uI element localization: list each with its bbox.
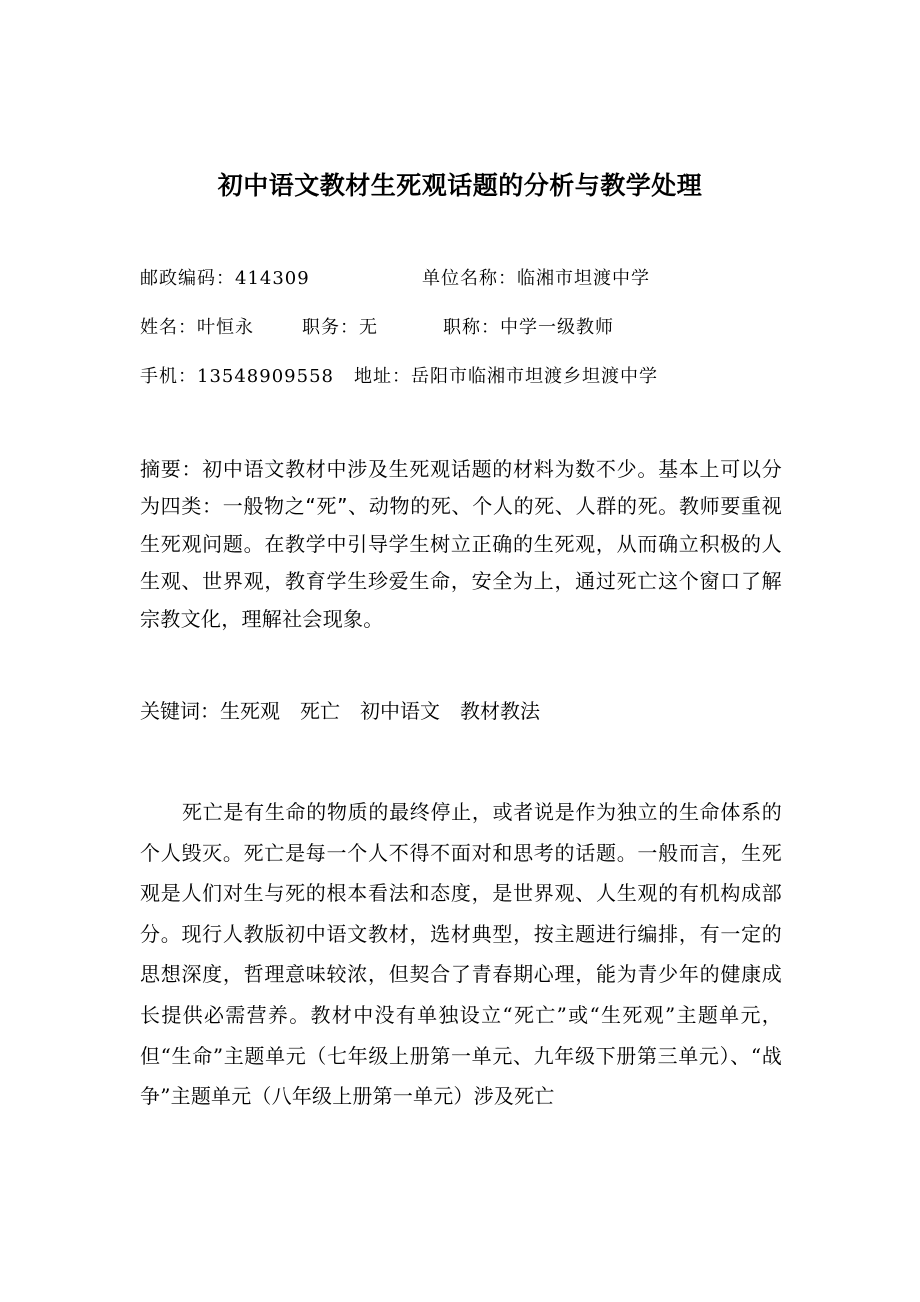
body-paragraph: 死亡是有生命的物质的最终停止，或者说是作为独立的生命体系的个人毁灭。死亡是每一个人不得不面对和思考的话题。一般而言，生死观是人们对生与死的根本看法和态度，是世界观、人生观的有机构成部分。现行人教版初中语文教材，选材典型，按主题进行编排，有一定的思想深度，哲理意味较浓，但契合了青春期心理，能为青少年的健康成长提供必需营养。教材中没有单独设立“死亡”或“生死观”主题单元，但“生命”主题单元（七年级上册第一单元、九年级下册第三单元）、“战争”主题单元（八年级上册第一单元）涉及死亡 <box>140 800 782 1109</box>
abstract-label: 摘要： <box>140 457 203 481</box>
keywords-label: 关键词： <box>140 699 220 723</box>
address-label: 地址： <box>354 366 411 387</box>
rank-label: 职称： <box>443 317 500 338</box>
phone-label: 手机： <box>140 366 197 387</box>
postcode-label: 邮政编码： <box>140 268 235 289</box>
keyword-item: 教材教法 <box>460 699 540 723</box>
keyword-item: 初中语文 <box>360 699 440 723</box>
position-value: 无 <box>359 317 378 338</box>
address-field <box>354 362 658 392</box>
keywords-line <box>140 693 782 730</box>
rank-field <box>443 313 614 343</box>
abstract-paragraph <box>140 451 782 638</box>
postcode-field <box>140 264 310 294</box>
rank-value: 中学一级教师 <box>500 317 614 338</box>
unit-value: 临湘市坦渡中学 <box>517 268 650 289</box>
unit-field <box>422 264 650 294</box>
phone-field <box>140 362 334 392</box>
name-field <box>140 313 254 343</box>
abstract-text: 初中语文教材中涉及生死观话题的材料为数不少。基本上可以分为四类：一般物之“死”、动物的死、个人的死、人群的死。教师要重视生死观问题。在教学中引导学生树立正确的生死观，从而确立积极的人生观、世界观，教育学生珍爱生命，安全为上，通过死亡这个窗口了解宗教文化，理解社会现象。 <box>140 457 782 631</box>
unit-label: 单位名称： <box>422 268 517 289</box>
position-label: 职务： <box>302 317 359 338</box>
document-title: 初中语文教材生死观话题的分析与教学处理 <box>217 171 703 200</box>
name-label: 姓名： <box>140 317 197 338</box>
name-value: 叶恒永 <box>197 317 254 338</box>
address-value: 岳阳市临湘市坦渡乡坦渡中学 <box>411 366 658 387</box>
keyword-item: 生死观 <box>220 699 280 723</box>
position-field <box>302 313 378 343</box>
phone-value: 13548909558 <box>197 366 334 387</box>
postcode-value: 414309 <box>235 268 310 289</box>
keyword-item: 死亡 <box>300 699 340 723</box>
